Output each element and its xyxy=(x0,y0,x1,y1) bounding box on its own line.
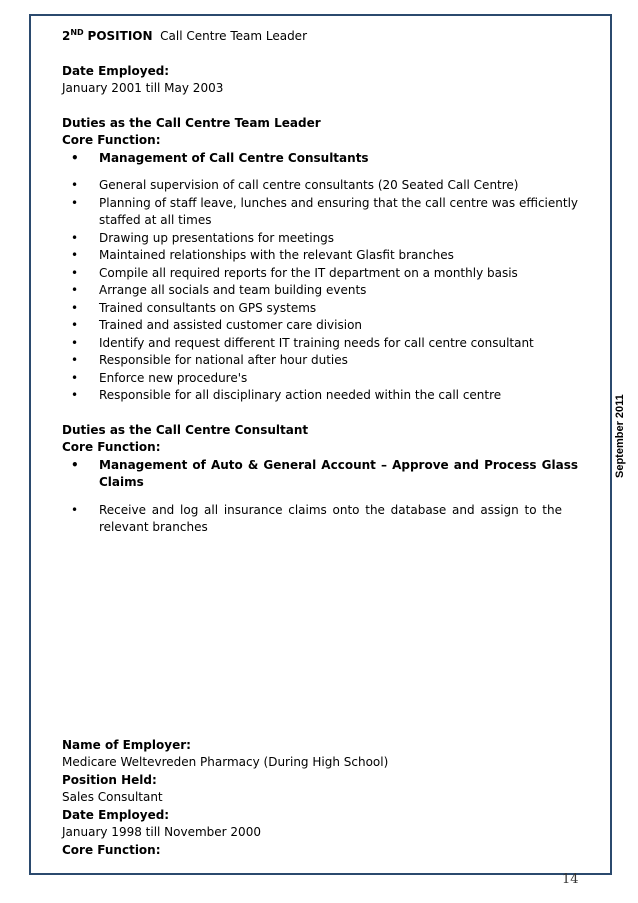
position-number: 2 xyxy=(62,29,71,43)
team-leader-core-label: Core Function: xyxy=(62,133,161,147)
list-item: • Management of Call Centre Consultants xyxy=(62,150,578,168)
position-held-value: Sales Consultant xyxy=(62,790,163,804)
bullet-icon: • xyxy=(71,195,79,210)
team-leader-duties-list xyxy=(62,177,578,405)
bullet-icon: • xyxy=(71,457,79,472)
consultant-core-list xyxy=(62,457,578,492)
list-item: • Compile all required reports for the IT department on a monthly basis xyxy=(62,265,578,283)
team-leader-heading: Duties as the Call Centre Team Leader xyxy=(62,115,321,130)
list-item: • Planning of staff leave, lunches and ensuring that the call centre was efficiently staffed at all times xyxy=(71,195,578,227)
position-held-label: Position Held: xyxy=(62,772,157,787)
bullet-icon: • xyxy=(71,283,79,297)
team-leader-core-list xyxy=(62,150,578,168)
date-employed-label: Date Employed: xyxy=(62,63,170,78)
page-number: 14 xyxy=(562,872,579,887)
list-item: • Responsible for national after hour duties xyxy=(62,352,578,370)
position-heading xyxy=(62,28,578,46)
list-item: • Trained and assisted customer care division xyxy=(62,317,578,335)
employer-date-value: January 1998 till November 2000 xyxy=(62,825,261,839)
bullet-icon: • xyxy=(71,370,79,385)
bullet-icon: • xyxy=(71,318,79,332)
bullet-icon: • xyxy=(71,300,79,315)
employer-date-label: Date Employed: xyxy=(62,807,170,822)
side-date-text: September 2011 xyxy=(614,394,626,478)
bullet-icon: • xyxy=(71,353,79,367)
position-label: POSITION xyxy=(87,29,153,43)
employer-name-value: Medicare Weltevreden Pharmacy (During High School) xyxy=(62,755,389,769)
position-suffix: ND xyxy=(70,28,84,37)
bullet-icon: • xyxy=(71,388,79,402)
list-item: • Enforce new procedure's xyxy=(62,370,578,388)
bullet-icon: • xyxy=(71,265,79,280)
list-item: • Arrange all socials and team building events xyxy=(62,282,578,300)
bullet-icon: • xyxy=(71,335,79,350)
bullet-icon: • xyxy=(71,178,79,192)
list-item: • Trained consultants on GPS systems xyxy=(62,300,578,318)
date-employed-value: January 2001 till May 2003 xyxy=(62,81,224,95)
list-item: • Drawing up presentations for meetings xyxy=(62,230,578,248)
list-item: • Responsible for all disciplinary action needed within the call centre xyxy=(62,387,578,405)
consultant-duties-list xyxy=(62,502,578,537)
position-title: Call Centre Team Leader xyxy=(160,29,308,43)
bullet-icon: • xyxy=(71,150,79,165)
bullet-icon: • xyxy=(71,502,79,517)
list-item: • Management of Auto & General Account – Approve and Process Glass Claims xyxy=(71,457,578,489)
document-body xyxy=(62,28,578,859)
list-item: • Receive and log all insurance claims onto the database and assign to the relevant branches xyxy=(71,502,562,534)
employer-core-label: Core Function: xyxy=(62,842,161,857)
bullet-icon: • xyxy=(71,230,79,245)
employer-name-label: Name of Employer: xyxy=(62,737,191,752)
list-item: • Identify and request different IT training needs for call centre consultant xyxy=(62,335,578,353)
list-item: • General supervision of call centre consultants (20 Seated Call Centre) xyxy=(62,177,578,195)
bullet-icon: • xyxy=(71,248,79,262)
consultant-heading: Duties as the Call Centre Consultant xyxy=(62,422,309,437)
consultant-core-label: Core Function: xyxy=(62,440,161,454)
list-item: • Maintained relationships with the relevant Glasfit branches xyxy=(62,247,578,265)
